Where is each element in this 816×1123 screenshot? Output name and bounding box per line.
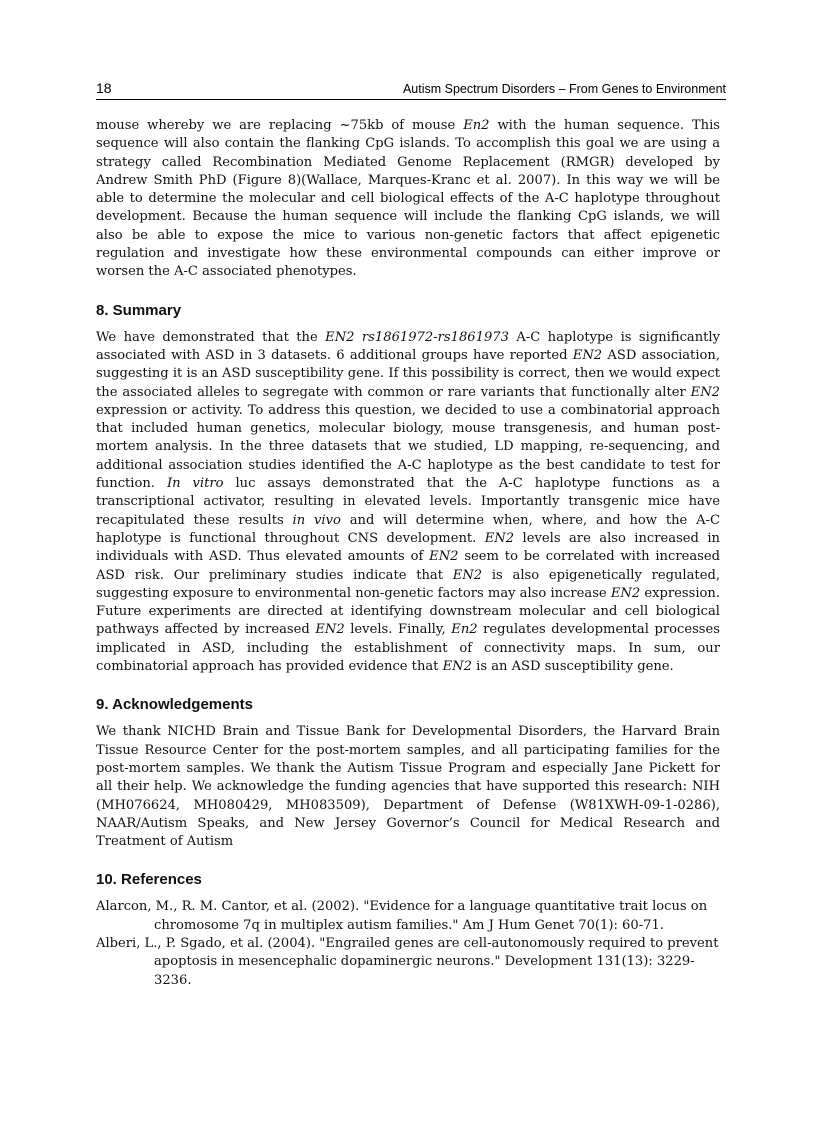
running-title: Autism Spectrum Disorders – From Genes to Environment bbox=[402, 82, 726, 96]
page-header bbox=[96, 80, 726, 98]
header-rule bbox=[96, 99, 726, 100]
page-body bbox=[96, 117, 720, 990]
intro-paragraph: mouse whereby we are replacing ~75kb of mouse En2 with the human sequence. This sequence will also contain the flanking CpG islands. To accomplish this goal we are using a strategy called Recombination Mediated Genome Replacement (RMGR) developed by Andrew Smith PhD (Figure 8)(Wallace, Marques-Kranc et al. 2007). In this way we will be able to determine the molecular and cell biological effects of the A-C haplotype throughout development. Because the human sequence will include the flanking CpG islands, we will also be able to expose the mice to various non-genetic factors that affect epigenetic regulation and investigate how these environmental compounds can either improve or worsen the A-C associated phenotypes. bbox=[96, 118, 720, 280]
summary-paragraph: We have demonstrated that the EN2 rs1861972-rs1861973 A-C haplotype is significantly associated with ASD in 3 datasets. 6 additional groups have reported EN2 ASD association, suggesting it is an ASD susceptibility gene. If this possibility is correct, then we would expect the associated alleles to segregate with common or rare variants that functionally alter EN2 expression or activity. To address this question, we decided to use a combinatorial approach that included human genetics, molecular biology, mouse transgenesis, and human post-mortem analysis. In the three datasets that we studied, LD mapping, re-sequencing, and additional association studies identified the A-C haplotype as the best candidate to test for function. In vitro luc assays demonstrated that the A-C haplotype functions as a transcriptional activator, resulting in elevated levels. Importantly transgenic mice have recapitulated these results in vivo and will determine when, where, and how the A-C haplotype is functional throughout CNS development. EN2 levels are also increased in individuals with ASD. Thus elevated amounts of EN2 seem to be correlated with increased ASD risk. Our preliminary studies indicate that EN2 is also epigenetically regulated, suggesting exposure to environmental non-genetic factors may also increase EN2 expression. Future experiments are directed at identifying downstream molecular and cell biological pathways affected by increased EN2 levels. Finally, En2 regulates developmental processes implicated in ASD, including the establishment of connectivity maps. In sum, our combinatorial approach has provided evidence that EN2 is an ASD susceptibility gene. bbox=[96, 329, 720, 675]
reference-list bbox=[96, 898, 720, 989]
acknowledgements-paragraph: We thank NICHD Brain and Tissue Bank for Developmental Disorders, the Harvard Brain Tissue Resource Center for the post-mortem samples, and all participating families for the post-mortem samples. We thank the Autism Tissue Program and especially Jane Pickett for all their help. We acknowledge the funding agencies that have supported this research: NIH (MH076624, MH080429, MH083509), Department of Defense (W81XWH-09-1-0286), NAAR/Autism Speaks, and New Jersey Governor’s Council for Medical Research and Treatment of Autism bbox=[96, 724, 720, 850]
page-number: 18 bbox=[96, 80, 112, 96]
reference-item: Alberi, L., P. Sgado, et al. (2004). "Engrailed genes are cell-autonomously required to prevent apoptosis in mesencephalic dopaminergic neurons." Development 131(13): 3229-3236. bbox=[96, 935, 719, 988]
gene-name: En2 bbox=[463, 118, 490, 133]
acknowledgements-heading: 9. Acknowledgements bbox=[96, 696, 253, 714]
summary-heading: 8. Summary bbox=[96, 301, 182, 319]
references-heading: 10. References bbox=[96, 871, 202, 889]
reference-item: Alarcon, M., R. M. Cantor, et al. (2002). "Evidence for a language quantitative trait locus on chromosome 7q in multiplex autism families." Am J Hum Genet 70(1): 60-71. bbox=[96, 899, 708, 933]
